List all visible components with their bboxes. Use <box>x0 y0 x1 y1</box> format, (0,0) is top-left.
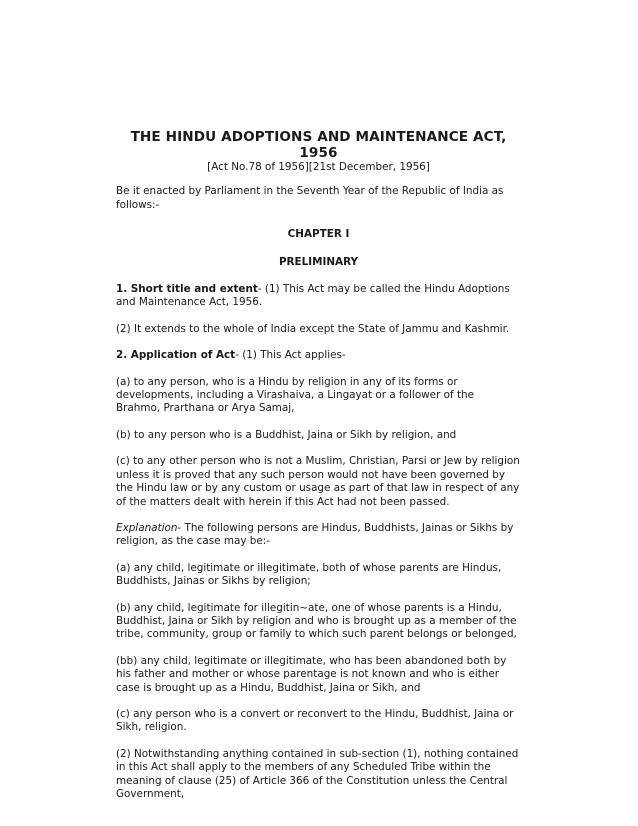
section-1-text: - (1) This Act may be called the Hindu Adoptions and Maintenance Act, 1956. <box>116 283 510 309</box>
act-citation: [Act No.78 of 1956][21st December, 1956] <box>207 161 430 173</box>
section-1-heading: 1. Short title and extent <box>116 283 258 296</box>
section-2-clause-a: (a) to any person, who is a Hindu by religion in any of its forms or developments, including a Virashaiva, a Lingayat or a follower of the Brahmo, Prarthana or Arya Samaj, <box>116 375 475 415</box>
explanation-label: Explanation <box>116 521 178 534</box>
document-title: THE HINDU ADOPTIONS AND MAINTENANCE ACT, 1956 <box>130 129 507 161</box>
explanation-clause-b: (b) any child, legitimate for illegitin~ate, one of whose parents is a Hindu, Buddhist, Jaina or Sikh by religion and who is brought up as a member of the tribe, community, group or family to which such parent belongs or belonged, <box>116 601 517 641</box>
section-1 <box>116 283 521 310</box>
chapter-title: PRELIMINARY <box>278 255 359 268</box>
explanation-clause-a: (a) any child, legitimate or illegitimate, both of whose parents are Hindus, Buddhists, Jainas or Sikhs by religion; <box>116 561 502 588</box>
chapter-heading: CHAPTER I <box>287 228 350 241</box>
explanation-clause-c: (c) any person who is a convert or reconvert to the Hindu, Buddhist, Jaina or Sikh, religion. <box>116 707 514 734</box>
section-2-text: - (1) This Act applies- <box>235 349 346 362</box>
document-body <box>116 129 521 814</box>
enactment-clause: Be it enacted by Parliament in the Seventh Year of the Republic of India as follows:- <box>116 185 504 211</box>
section-1-subsection-2: (2) It extends to the whole of India except the State of Jammu and Kashmir. <box>116 322 510 335</box>
section-2-clause-b: (b) to any person who is a Buddhist, Jaina or Sikh by religion, and <box>116 428 457 441</box>
explanation-clause-bb: (bb) any child, legitimate or illegitimate, who has been abandoned both by his father and mother or whose parentage is not known and who is either case is brought up as a Hindu, Buddhist, Jaina or Sikh, and <box>116 654 507 694</box>
section-2-clause-c: (c) to any other person who is not a Muslim, Christian, Parsi or Jew by religion unless it is proved that any such person would not have been governed by the Hindu law or by any custom or usage as part of that law in respect of any of the matters dealt with herein if this Act had not been passed. <box>116 455 520 508</box>
explanation-text: - The following persons are Hindus, Buddhists, Jainas or Sikhs by religion, as the case may be:- <box>116 521 514 548</box>
explanation <box>116 522 521 549</box>
section-2-heading: 2. Application of Act <box>116 349 236 362</box>
section-2-subsection-2: (2) Notwithstanding anything contained in sub-section (1), nothing contained in this Act shall apply to the members of any Scheduled Tribe within the meaning of clause (25) of Article 366 of the Constitution unless the Central Government, <box>116 747 519 800</box>
section-2 <box>116 349 521 362</box>
